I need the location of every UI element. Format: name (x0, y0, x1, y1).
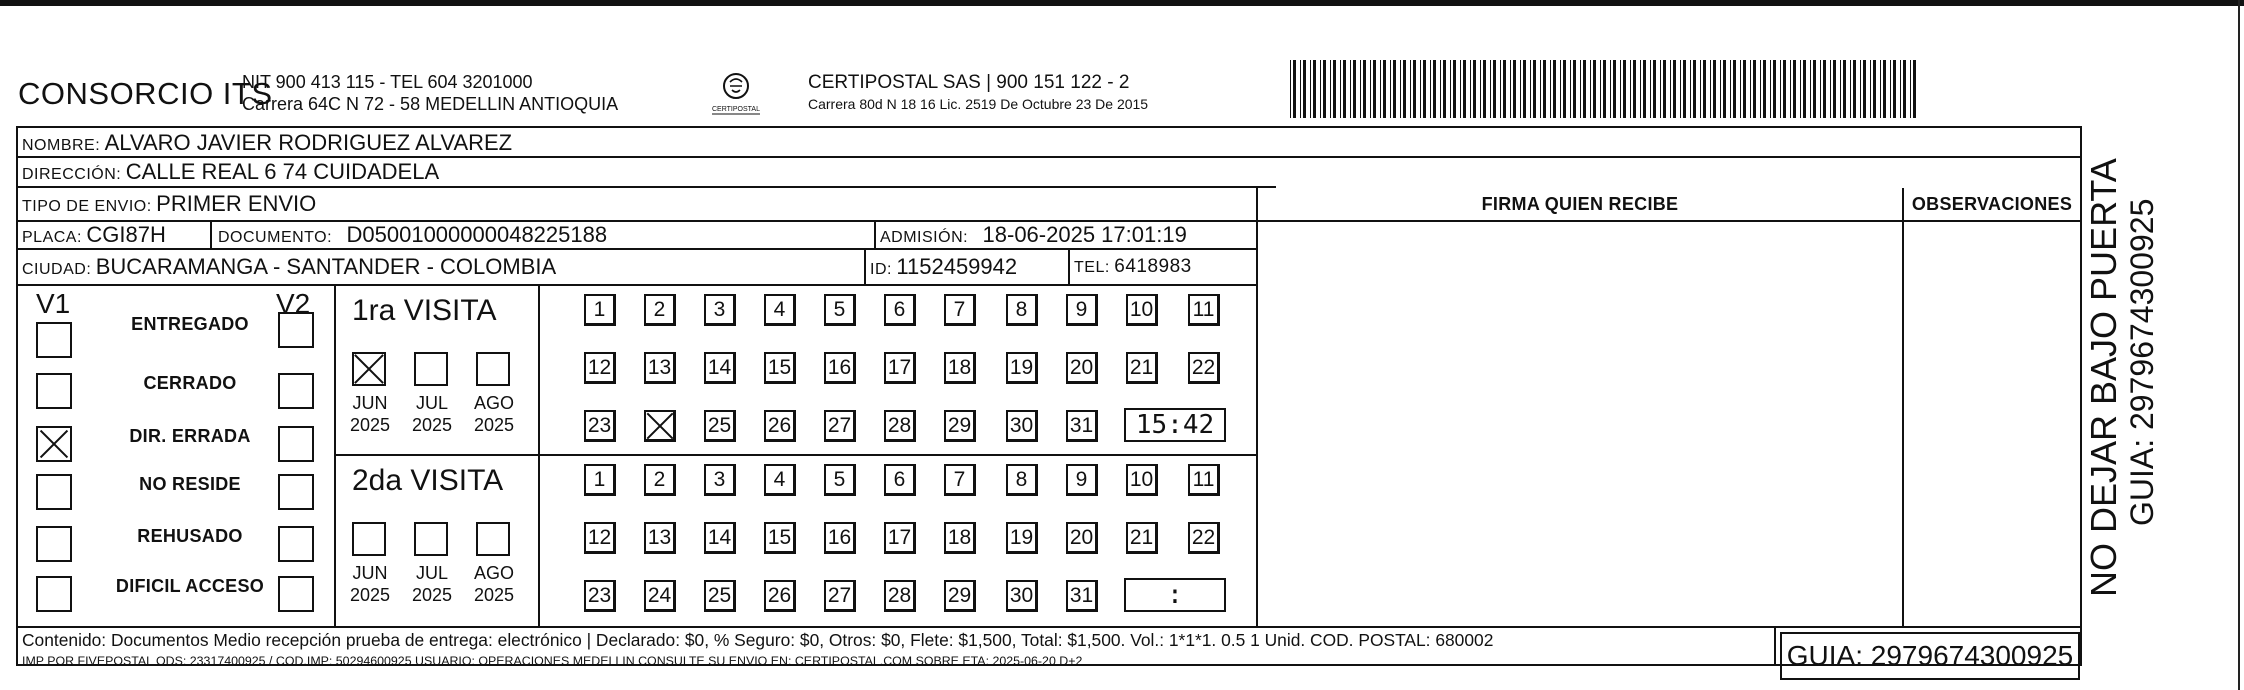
day-16-box[interactable]: 16 (824, 352, 856, 384)
footer-impresion: IMP POR FIVEPOSTAL ODS: 23317400925 / COD.IMP: 50294600925 USUARIO: OPERACIONES MEDELLIN CONSULTE SU ENVIO EN: CERTIPOSTAL.COM SOBRE ETA: 2025-06-20 D+2 (22, 654, 1083, 668)
barcode-bar (1890, 60, 1891, 118)
day-2-box[interactable]: 2 (644, 464, 676, 496)
barcode-bar (1480, 60, 1481, 118)
month-label (466, 392, 522, 436)
day-9-box[interactable]: 9 (1066, 294, 1098, 326)
day-8-box[interactable]: 8 (1006, 294, 1038, 326)
barcode-bar (1320, 60, 1321, 118)
barcode-bar (1803, 60, 1806, 118)
barcode-bar (1660, 60, 1661, 118)
day-2-box[interactable]: 2 (644, 294, 676, 326)
barcode-bar (1583, 60, 1586, 118)
barcode-bar (1573, 60, 1576, 118)
visit-divider (336, 454, 1258, 456)
certipostal-line: CERTIPOSTAL SAS | 900 151 122 - 2 (808, 72, 1130, 93)
barcode-bar (1323, 60, 1326, 118)
day-12-box[interactable]: 12 (584, 522, 616, 554)
barcode-bar (1490, 60, 1491, 118)
firma-header: FIRMA QUIEN RECIBE (1481, 194, 1679, 214)
month-checkbox[interactable] (414, 522, 448, 556)
barcode-bar (1360, 60, 1361, 118)
barcode-bar (1873, 60, 1876, 118)
tipo-value: PRIMER ENVIO (156, 191, 317, 216)
barcode-bar (1663, 60, 1666, 118)
day-18-box[interactable]: 18 (944, 522, 976, 554)
v1-checkbox[interactable] (36, 474, 72, 510)
month-year: 2025 (473, 415, 515, 435)
barcode-bar (1513, 60, 1516, 118)
v2-checkbox[interactable] (278, 312, 314, 348)
barcode-bar (1693, 60, 1696, 118)
barcode-bar (1763, 60, 1766, 118)
top-border (0, 0, 2244, 6)
v1-label: V1 (36, 288, 71, 319)
barcode-bar (1813, 60, 1816, 118)
v1-checkbox[interactable] (36, 322, 72, 358)
barcode-bar (1743, 60, 1746, 118)
barcode-bar (1610, 60, 1611, 118)
barcode-bar (1410, 60, 1411, 118)
barcode-bar (1670, 60, 1671, 118)
barcode-bar (1363, 60, 1366, 118)
day-23-box[interactable]: 23 (584, 580, 616, 612)
placa-field (22, 222, 166, 251)
barcode-bar (1820, 60, 1821, 118)
barcode-bar (1830, 60, 1831, 118)
day-24-box[interactable]: 24 (644, 580, 676, 612)
barcode-bar (1730, 60, 1731, 118)
v2-checkbox[interactable] (278, 576, 314, 612)
barcode-bar (1603, 60, 1606, 118)
footer-divider (18, 626, 2080, 628)
barcode-bar (1520, 60, 1521, 118)
month-label (404, 562, 460, 606)
status-label: REHUSADO (137, 526, 243, 546)
day-15-box[interactable]: 15 (764, 522, 796, 554)
barcode-bar (1343, 60, 1346, 118)
barcode-bar (1400, 60, 1401, 118)
visit-time[interactable]: : (1124, 578, 1226, 612)
barcode-bar (1683, 60, 1686, 118)
barcode-bar (1880, 60, 1881, 118)
month-name: JUN (352, 563, 388, 583)
barcode-bar (1433, 60, 1436, 118)
v2-label: V2 (276, 288, 311, 319)
day-1-box[interactable]: 1 (584, 464, 616, 496)
month-year: 2025 (349, 415, 391, 435)
v1-checkbox[interactable] (36, 426, 72, 462)
status-label: DIR. ERRADA (129, 426, 251, 446)
id-value: 1152459942 (896, 254, 1018, 279)
barcode-bar (1383, 60, 1386, 118)
ciudad-value: BUCARAMANGA - SANTANDER - COLOMBIA (95, 254, 557, 279)
day-21-box[interactable]: 21 (1126, 522, 1158, 554)
cell-divider (1068, 248, 1070, 284)
v1-checkbox[interactable] (36, 526, 72, 562)
barcode-bar (1863, 60, 1866, 118)
barcode-bar (1430, 60, 1431, 118)
day-5-box[interactable]: 5 (824, 294, 856, 326)
barcode-bar (1330, 60, 1331, 118)
admision-value: 18-06-2025 17:01:19 (982, 222, 1187, 247)
barcode-bar (1623, 60, 1626, 118)
month-year: 2025 (473, 585, 515, 605)
footer-contenido: Contenido: Documentos Medio recepción prueba de entrega: electrónico | Declarado: $0, % Seguro: $0, Otros: $0, Flete: $1,500, Total: $1,500. Vol.: 1*1*1. 0.5 1 Unid. COD. POSTAL: 680002 (22, 630, 1494, 650)
placa-label: PLACA: (22, 229, 82, 246)
day-13-box[interactable]: 13 (644, 352, 676, 384)
barcode-bar (1780, 60, 1781, 118)
company-nit: NIT 900 413 115 - TEL 604 3201000 (242, 72, 533, 92)
barcode-bar (1370, 60, 1371, 118)
tel-value: 6418983 (1114, 256, 1192, 277)
direccion-field (22, 159, 439, 188)
barcode-bar (1853, 60, 1856, 118)
tipo-label: TIPO DE ENVIO: (22, 198, 152, 215)
barcode-bar (1450, 60, 1451, 118)
barcode-bar (1423, 60, 1426, 118)
barcode-bar (1350, 60, 1351, 118)
day-28-box[interactable]: 28 (884, 580, 916, 612)
month-checkbox[interactable] (476, 352, 510, 386)
month-name: JUL (415, 393, 448, 413)
barcode-bar (1860, 60, 1861, 118)
barcode-bar (1580, 60, 1581, 118)
cell-divider (1774, 626, 1776, 666)
barcode-bar (1473, 60, 1476, 118)
day-6-box[interactable]: 6 (884, 464, 916, 496)
barcode-bar (1843, 60, 1846, 118)
day-27-box[interactable]: 27 (824, 410, 856, 442)
barcode-bar (1760, 60, 1761, 118)
barcode-bar (1770, 60, 1771, 118)
company-name: CONSORCIO ITS (18, 76, 273, 111)
barcode-bar (1293, 60, 1296, 118)
barcode-bar (1870, 60, 1871, 118)
day-28-box[interactable]: 28 (884, 410, 916, 442)
day-19-box[interactable]: 19 (1006, 522, 1038, 554)
day-22-box[interactable]: 22 (1188, 352, 1220, 384)
barcode-bar (1470, 60, 1471, 118)
barcode-bar (1833, 60, 1836, 118)
barcode-bar (1353, 60, 1356, 118)
observaciones-header: OBSERVACIONES (1911, 194, 2073, 214)
day-14-box[interactable]: 14 (704, 522, 736, 554)
barcode-bar (1373, 60, 1376, 118)
day-21-box[interactable]: 21 (1126, 352, 1158, 384)
barcode-bar (1640, 60, 1641, 118)
day-20-box[interactable]: 20 (1066, 522, 1098, 554)
barcode-bar (1290, 60, 1291, 118)
day-23-box[interactable]: 23 (584, 410, 616, 442)
day-10-box[interactable]: 10 (1126, 464, 1158, 496)
month-name: AGO (473, 563, 514, 583)
barcode-bar (1790, 60, 1791, 118)
barcode-bar (1313, 60, 1316, 118)
day-15-box[interactable]: 15 (764, 352, 796, 384)
v1-checkbox[interactable] (36, 576, 72, 612)
cell-divider (334, 284, 336, 626)
barcode-bar (1800, 60, 1801, 118)
month-label (404, 392, 460, 436)
day-13-box[interactable]: 13 (644, 522, 676, 554)
barcode-bar (1710, 60, 1711, 118)
barcode-bar (1723, 60, 1726, 118)
barcode-bar (1560, 60, 1561, 118)
barcode-bar (1680, 60, 1681, 118)
column-divider (1902, 188, 1904, 626)
month-year: 2025 (411, 585, 453, 605)
day-30-box[interactable]: 30 (1006, 410, 1038, 442)
day-30-box[interactable]: 30 (1006, 580, 1038, 612)
barcode-bar (1590, 60, 1591, 118)
barcode-bar (1750, 60, 1751, 118)
month-year: 2025 (349, 585, 391, 605)
day-4-box[interactable]: 4 (764, 294, 796, 326)
day-3-box[interactable]: 3 (704, 294, 736, 326)
month-name: JUN (352, 393, 388, 413)
month-year: 2025 (411, 415, 453, 435)
barcode-bar (1643, 60, 1646, 118)
barcode-bar (1300, 60, 1301, 118)
barcode-bar (1773, 60, 1776, 118)
cell-divider (538, 284, 540, 626)
barcode-bar (1673, 60, 1676, 118)
day-9-box[interactable]: 9 (1066, 464, 1098, 496)
direccion-label: DIRECCIÓN: (22, 166, 122, 183)
barcode-bar (1703, 60, 1706, 118)
barcode-bar (1303, 60, 1306, 118)
barcode-bar (1900, 60, 1901, 118)
id-label: ID: (870, 261, 892, 278)
day-10-box[interactable]: 10 (1126, 294, 1158, 326)
nombre-field (22, 130, 512, 159)
id-field (870, 254, 1017, 283)
barcode-bar (1393, 60, 1396, 118)
barcode-bar (1463, 60, 1466, 118)
visit-time[interactable]: 15:42 (1124, 408, 1226, 442)
barcode-bar (1310, 60, 1311, 118)
documento-value: D05001000000048225188 (346, 222, 608, 247)
barcode-bar (1613, 60, 1616, 118)
month-label (466, 562, 522, 606)
day-5-box[interactable]: 5 (824, 464, 856, 496)
barcode-bar (1823, 60, 1826, 118)
month-label (342, 562, 398, 606)
barcode-bar (1530, 60, 1531, 118)
barcode-bar (1543, 60, 1546, 118)
barcode-bar (1443, 60, 1446, 118)
cell-divider (210, 220, 212, 250)
day-17-box[interactable]: 17 (884, 352, 916, 384)
barcode-bar (1700, 60, 1701, 118)
barcode-bar (1390, 60, 1391, 118)
barcode-bar (1523, 60, 1526, 118)
barcode-bar (1883, 60, 1886, 118)
cell-divider (874, 220, 876, 250)
barcode-bar (1460, 60, 1461, 118)
barcode-bar (1720, 60, 1721, 118)
ciudad-field (22, 254, 556, 283)
day-8-box[interactable]: 8 (1006, 464, 1038, 496)
barcode-bar (1600, 60, 1601, 118)
barcode-bar (1380, 60, 1381, 118)
barcode-bar (1453, 60, 1456, 118)
day-31-box[interactable]: 31 (1066, 580, 1098, 612)
day-7-box[interactable]: 7 (944, 464, 976, 496)
documento-field (218, 222, 607, 251)
day-4-box[interactable]: 4 (764, 464, 796, 496)
barcode-bar (1493, 60, 1496, 118)
documento-label: DOCUMENTO: (218, 229, 333, 246)
logo-wordmark: CERTIPOSTAL (712, 106, 760, 113)
barcode-bar (1903, 60, 1906, 118)
day-11-box[interactable]: 11 (1188, 294, 1220, 326)
day-16-box[interactable]: 16 (824, 522, 856, 554)
v1-checkbox[interactable] (36, 373, 72, 409)
day-22-box[interactable]: 22 (1188, 522, 1220, 554)
barcode-bar (1620, 60, 1621, 118)
day-31-box[interactable]: 31 (1066, 410, 1098, 442)
month-checkbox[interactable] (352, 352, 386, 386)
barcode-bar (1740, 60, 1741, 118)
barcode-bar (1440, 60, 1441, 118)
row-divider (18, 284, 1258, 286)
month-checkbox[interactable] (414, 352, 448, 386)
certipostal-logo (706, 70, 766, 116)
side-guia-number: GUIA: 2979674300925 (2124, 198, 2160, 526)
barcode-bar (1893, 60, 1896, 118)
nombre-label: NOMBRE: (22, 137, 101, 154)
barcode-bar (1420, 60, 1421, 118)
company-address: Carrera 64C N 72 - 58 MEDELLIN ANTIOQUIA (242, 94, 619, 114)
barcode-bar (1783, 60, 1786, 118)
barcode-bar (1333, 60, 1336, 118)
day-26-box[interactable]: 26 (764, 580, 796, 612)
month-checkbox[interactable] (476, 522, 510, 556)
day-11-box[interactable]: 11 (1188, 464, 1220, 496)
admision-label: ADMISIÓN: (880, 229, 969, 246)
day-19-box[interactable]: 19 (1006, 352, 1038, 384)
right-border (2238, 0, 2240, 690)
status-label: DIFICIL ACCESO (115, 576, 265, 596)
guia-number: GUIA: 2979674300925 (1780, 632, 2080, 680)
status-label: CERRADO (143, 373, 237, 393)
tipo-field (22, 191, 316, 220)
barcode-bar (1810, 60, 1811, 118)
certipostal-address: Carrera 80d N 18 16 Lic. 2519 De Octubre 23 De 2015 (808, 96, 1149, 112)
v2-checkbox[interactable] (278, 373, 314, 409)
admision-field (880, 222, 1187, 251)
day-14-box[interactable]: 14 (704, 352, 736, 384)
tel-label: TEL: (1074, 259, 1110, 276)
barcode-bar (1633, 60, 1636, 118)
no-dejar-bajo-puerta: NO DEJAR BAJO PUERTA (2083, 158, 2124, 597)
day-24-box[interactable] (644, 410, 676, 442)
barcode-bar (1533, 60, 1536, 118)
visit-title: 1ra VISITA (352, 294, 497, 327)
barcode-bar (1483, 60, 1486, 118)
day-29-box[interactable]: 29 (944, 410, 976, 442)
barcode (1290, 60, 1926, 118)
v2-checkbox[interactable] (278, 474, 314, 510)
barcode-bar (1503, 60, 1506, 118)
status-label: NO RESIDE (139, 474, 241, 494)
day-17-box[interactable]: 17 (884, 522, 916, 554)
barcode-bar (1753, 60, 1756, 118)
barcode-bar (1650, 60, 1651, 118)
v2-checkbox[interactable] (278, 526, 314, 562)
barcode-bar (1653, 60, 1656, 118)
ciudad-label: CIUDAD: (22, 261, 92, 278)
barcode-bar (1413, 60, 1416, 118)
barcode-bar (1510, 60, 1511, 118)
barcode-bar (1340, 60, 1341, 118)
barcode-bar (1403, 60, 1406, 118)
day-27-box[interactable]: 27 (824, 580, 856, 612)
guide-form (16, 126, 2082, 671)
day-26-box[interactable]: 26 (764, 410, 796, 442)
direccion-value: CALLE REAL 6 74 CUIDADELA (125, 159, 440, 184)
tel-field (1074, 254, 1192, 281)
cell-divider (864, 248, 866, 284)
visit-title: 2da VISITA (352, 464, 504, 497)
column-divider (1256, 188, 1258, 626)
day-18-box[interactable]: 18 (944, 352, 976, 384)
barcode-bar (1913, 60, 1916, 118)
barcode-bar (1500, 60, 1501, 118)
barcode-bar (1570, 60, 1571, 118)
day-12-box[interactable]: 12 (584, 352, 616, 384)
v2-checkbox[interactable] (278, 426, 314, 462)
barcode-bar (1793, 60, 1796, 118)
day-25-box[interactable]: 25 (704, 580, 736, 612)
barcode-bar (1593, 60, 1596, 118)
month-checkbox[interactable] (352, 522, 386, 556)
day-6-box[interactable]: 6 (884, 294, 916, 326)
day-25-box[interactable]: 25 (704, 410, 736, 442)
barcode-bar (1540, 60, 1541, 118)
barcode-bar (1733, 60, 1736, 118)
day-3-box[interactable]: 3 (704, 464, 736, 496)
barcode-bar (1910, 60, 1911, 118)
status-label: ENTREGADO (131, 314, 249, 334)
barcode-bar (1713, 60, 1716, 118)
barcode-bar (1550, 60, 1551, 118)
day-7-box[interactable]: 7 (944, 294, 976, 326)
month-label (342, 392, 398, 436)
day-20-box[interactable]: 20 (1066, 352, 1098, 384)
barcode-bar (1690, 60, 1691, 118)
barcode-bar (1553, 60, 1556, 118)
month-name: JUL (415, 563, 448, 583)
barcode-bar (1563, 60, 1566, 118)
barcode-bar (1840, 60, 1841, 118)
nombre-value: ALVARO JAVIER RODRIGUEZ ALVAREZ (104, 130, 513, 155)
month-name: AGO (473, 393, 514, 413)
barcode-bar (1850, 60, 1851, 118)
barcode-bar (1630, 60, 1631, 118)
day-1-box[interactable]: 1 (584, 294, 616, 326)
placa-value: CGI87H (86, 222, 166, 247)
day-29-box[interactable]: 29 (944, 580, 976, 612)
